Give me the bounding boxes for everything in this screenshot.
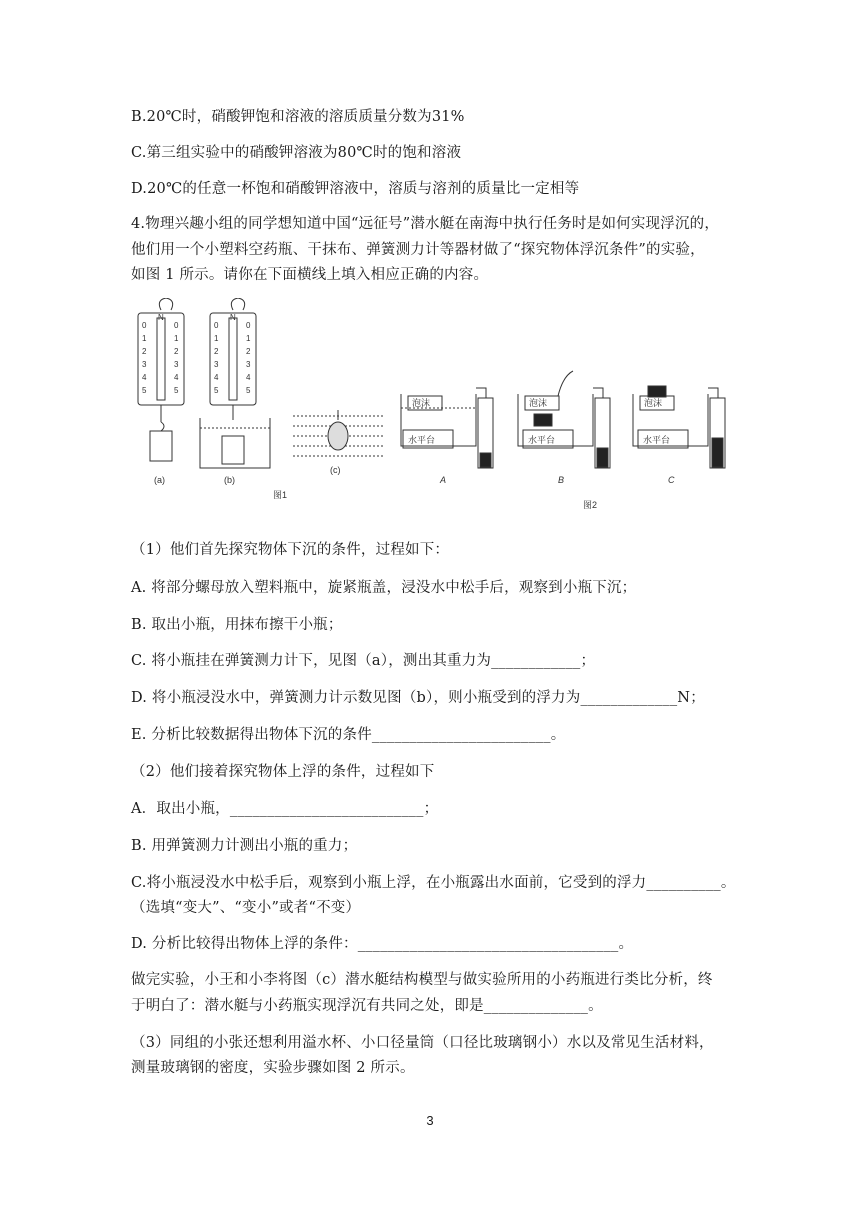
scale-tick-label: 4 [214, 373, 219, 382]
part-2-step-c-hint: （选填“变大”、“变小”或者“不变） [131, 900, 361, 916]
setup-label-a: A [440, 475, 447, 485]
part-1-step-e: E. 分析比较数据得出物体下沉的条件________________________。 [131, 727, 566, 743]
scale-tick-label: 2 [246, 347, 251, 356]
scale-tick-label: 3 [214, 360, 219, 369]
conclusion-line-2: 于明白了：潜水艇与小药瓶实现浮沉有共同之处，即是______________。 [131, 998, 603, 1014]
foam-label-b: 泡沫 [529, 398, 548, 408]
foam-label-a: 泡沫 [412, 398, 431, 408]
question-4-line-2: 他们用一个小塑料空药瓶、干抹布、弹簧测力计等器材做了“探究物体浮沉条件”的实验， [131, 242, 705, 258]
part-2-step-a: A．取出小瓶，__________________________； [131, 801, 439, 817]
option-d: D.20℃的任意一杯饱和硝酸钾溶液中，溶质与溶剂的质量比一定相等 [131, 181, 580, 197]
scale-unit-b: N [230, 313, 236, 322]
scale-tick-label: 0 [174, 321, 179, 330]
sub-label-b: (b) [224, 475, 235, 485]
scale-tick-label: 5 [214, 386, 219, 395]
part-3-line-2: 测量玻璃钢的密度，实验步骤如图 2 所示。 [131, 1060, 415, 1076]
setup-b [518, 371, 610, 468]
setup-label-b: B [558, 475, 565, 485]
part-2-step-d: D. 分析比较得出物体上浮的条件：___________________________________。 [131, 936, 634, 952]
submarine-model-c [293, 410, 383, 456]
scale-tick-label: 1 [142, 334, 147, 343]
question-4-line-1: 4.物理兴趣小组的同学想知道中国“远征号”潜水艇在南海中执行任务时是如何实现浮沉的， [131, 216, 720, 232]
figure-1-label: 图1 [273, 490, 288, 500]
part-1-step-d: D. 将小瓶浸没水中，弹簧测力计示数见图（b），则小瓶受到的浮力为_____________N； [131, 690, 705, 706]
option-c: C.第三组实验中的硝酸钾溶液为80℃时的饱和溶液 [131, 145, 462, 161]
scale-tick-label: 0 [246, 321, 251, 330]
scale-tick-label: 3 [142, 360, 147, 369]
scale-tick-label: 0 [214, 321, 219, 330]
part-2-step-b: B. 用弹簧测力计测出小瓶的重力； [131, 838, 358, 854]
platform-label-c: 水平台 [643, 435, 671, 445]
sub-label-a: (a) [154, 475, 165, 485]
part-2-heading: （2）他们接着探究物体上浮的条件，过程如下 [131, 764, 435, 780]
scale-tick-label: 1 [214, 334, 219, 343]
scale-tick-label: 2 [142, 347, 147, 356]
part-1-step-c: C. 将小瓶挂在弹簧测力计下，见图（a），测出其重力为____________； [131, 653, 596, 669]
platform-label-b: 水平台 [528, 435, 556, 445]
scale-tick-label: 5 [174, 386, 179, 395]
setup-label-c: C [668, 475, 675, 485]
part-3-line-1: （3）同组的小张还想利用溢水杯、小口径量筒（口径比玻璃钢小）水以及常见生活材料， [131, 1035, 714, 1051]
conclusion-line-1: 做完实验，小王和小李将图（c）潜水艇结构模型与做实验所用的小药瓶进行类比分析，终 [131, 972, 713, 988]
scale-tick-label: 3 [174, 360, 179, 369]
sub-label-c: (c) [330, 465, 341, 475]
scale-tick-label: 4 [246, 373, 251, 382]
page-number: 3 [426, 1113, 434, 1128]
part-1-heading: （1）他们首先探究物体下沉的条件，过程如下： [131, 542, 450, 558]
scale-tick-label: 4 [174, 373, 179, 382]
figure-2-label: 图2 [583, 500, 598, 510]
scale-tick-label: 2 [214, 347, 219, 356]
scale-tick-label: 1 [246, 334, 251, 343]
scale-unit-a: N [158, 313, 164, 322]
part-1-step-b: B. 取出小瓶，用抹布擦干小瓶； [131, 617, 343, 633]
scale-tick-label: 5 [246, 386, 251, 395]
part-1-step-a: A. 将部分螺母放入塑料瓶中，旋紧瓶盖，浸没水中松手后，观察到小瓶下沉； [131, 580, 637, 596]
foam-label-c: 泡沫 [644, 398, 663, 408]
scale-tick-label: 3 [246, 360, 251, 369]
question-4-line-3: 如图 1 所示。请你在下面横线上填入相应正确的内容。 [131, 267, 489, 283]
option-b: B.20℃时，硝酸钾饱和溶液的溶质质量分数为31% [131, 109, 465, 125]
scale-tick-label: 2 [174, 347, 179, 356]
scale-tick-label: 4 [142, 373, 147, 382]
platform-label-a: 水平台 [408, 435, 436, 445]
experiment-figure [128, 298, 728, 513]
spring-scale-b [200, 298, 270, 468]
part-2-step-c: C.将小瓶浸没水中松手后，观察到小瓶上浮，在小瓶露出水面前，它受到的浮力__________。 [131, 875, 736, 891]
scale-tick-label: 1 [174, 334, 179, 343]
scale-tick-label: 5 [142, 386, 147, 395]
scale-tick-label: 0 [142, 321, 147, 330]
